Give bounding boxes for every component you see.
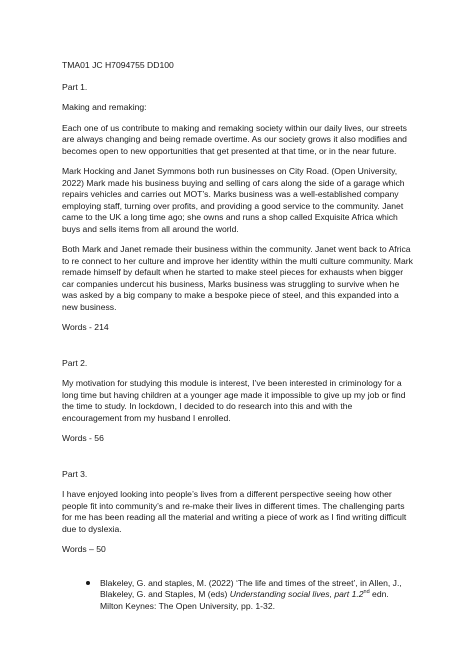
reference-superscript: nd (363, 589, 370, 596)
reference-item (86, 578, 414, 613)
part2-word-count: Words - 56 (62, 433, 104, 443)
reference-publisher: edn. Milton Keynes: The Open University, pp. 1-32. (100, 589, 389, 611)
part2-paragraph: My motivation for studying this module is interest, I’ve been interested in criminology for a long time but having children at a younger age made it impossible to give up my job or find the time to study. In lockdown, I decided to do research into this and with the encouragement from my husband I enrolled. (62, 378, 406, 423)
part1-paragraph-1: Each one of us contribute to making and remaking society within our daily lives, our streets are always changing and being remade overtime. As our society grows it also modifies and becomes open to new opportunities that get presented at that time, or in the near future. (62, 122, 407, 156)
reference-title: Understanding social lives, part 1.2 (229, 589, 364, 599)
part3-paragraph: I have enjoyed looking into people’s lives from a different perspective seeing how other people fit into community’s and re-make their lives in different times. The challenging parts for me has been reading all the material and writing a piece of work as I find writing difficult due to dyslexia. (62, 489, 407, 534)
part3-word-count: Words – 50 (62, 544, 106, 554)
part1-heading: Part 1. (62, 81, 88, 92)
part1-paragraph-2: Mark Hocking and Janet Symmons both run businesses on City Road. (Open University, 2022) Mark made his business buying and selling of cars along the side of a garage which repairs vehicles and carries out MOT’s. Marks business was a well-established company employing staff, turning over profits, and providing a good service to the community. Janet came to the UK a long time ago; she owns and runs a shop called Exquisite Africa which buys and sells items from all around the world. (62, 166, 405, 234)
part1-word-count: Words - 214 (62, 322, 109, 332)
document-header: TMA01 JC H7094755 DD100 (62, 60, 174, 70)
part1-subheading: Making and remaking: (62, 102, 147, 112)
bullet-icon (86, 581, 90, 585)
part3-heading: Part 3. (62, 468, 88, 479)
reference-text: Blakeley, G. and staples, M. (2022) ‘The life and times of the street’, in Allen, J., Blakeley, G. and Staples, M (eds) (100, 577, 402, 599)
part1-paragraph-3: Both Mark and Janet remade their business within the community. Janet went back to Africa to re connect to her culture and improve her identity within the multi culture community. Mark remade himself by default when he started to make steel pieces for exhausts when bigger car companies undercut his business, Marks business was struggling to survive when he was asked by a big company to make a bespoke piece of steel, and this expanded into a new business. (62, 244, 413, 312)
part2-heading: Part 2. (62, 357, 88, 368)
reference-list (62, 578, 414, 613)
